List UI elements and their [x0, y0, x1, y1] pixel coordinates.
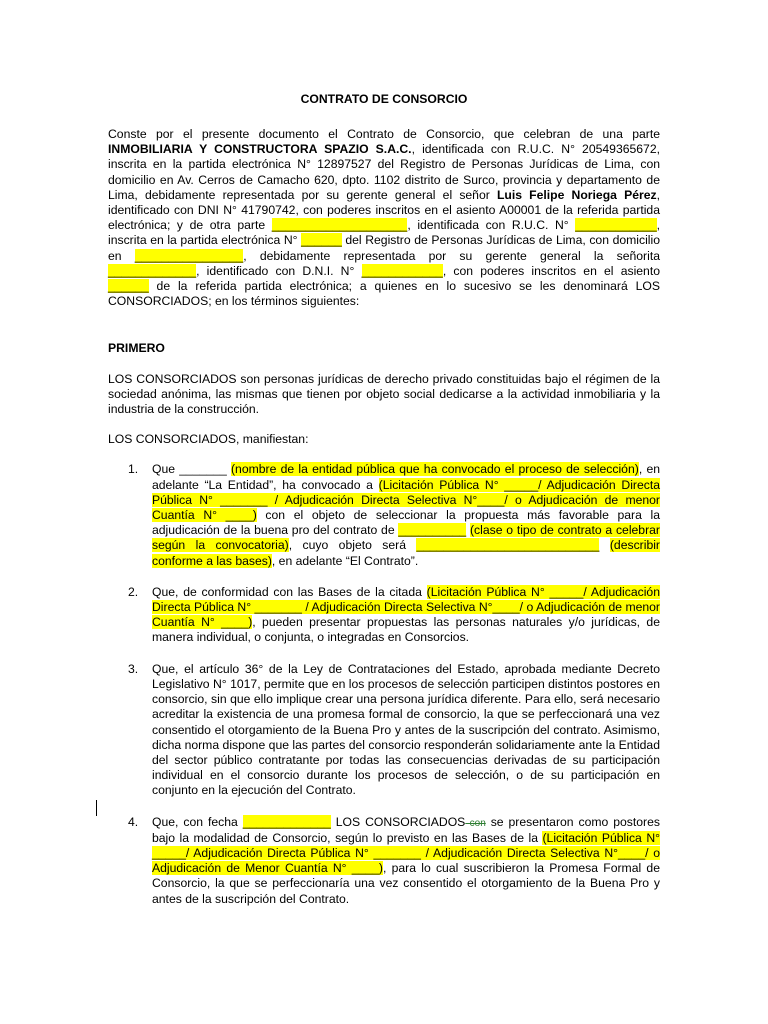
- item-text: LOS CONSORCIADOS: [330, 814, 466, 829]
- deleted-text: con: [465, 817, 486, 829]
- highlighted-text: (describir conforme a las bases): [152, 538, 660, 568]
- section-paragraph: LOS CONSORCIADOS son personas jurídicas de derecho privado constituidas bajo el régimen de la sociedad anónima, las mismas que tienen por objeto social dedicarse a la actividad inmobiliaria y la industria de la construcción.: [108, 371, 660, 417]
- highlighted-text: (clase o tipo de contrato a celebrar según la convocatoria): [152, 523, 660, 553]
- highlighted-text: (Licitación Pública N° _____/ Adjudicación Directa Pública N° _______ / Adjudicación Directa Selectiva N°____/ o Adjudicación de menor Cuantía N° ____): [152, 584, 660, 630]
- intro-text: , debidamente representada por su gerente general la señorita: [243, 248, 660, 263]
- intro-text: , inscrita en la partida electrónica N°: [108, 218, 660, 248]
- intro-text: del Registro de Personas Jurídicas de Lima, con domicilio en: [108, 233, 660, 263]
- highlighted-text: (nombre de la entidad pública que ha convocado el proceso de selección): [230, 462, 639, 477]
- intro-text: , identificado con DNI N° 41790742, con poderes inscritos en el asiento A00001 de la referida partida electrónica; y de otra parte: [108, 187, 660, 233]
- item-text: Que, con fecha: [152, 814, 243, 829]
- blank-field: ______: [108, 279, 149, 294]
- item-text: Que, de conformidad con las Bases de la citada: [152, 584, 427, 599]
- blank-field: ____________: [361, 263, 443, 278]
- intro-text: Conste por el presente documento el Contrato de Consorcio, que celebran de una parte: [108, 127, 660, 141]
- intro-text: , identificada con R.U.C. N°: [407, 218, 576, 233]
- item-text: , cuyo objeto será: [288, 538, 417, 553]
- item-text: con el objeto de seleccionar la propuesta más favorable para la adjudicación de la buena pro del contrato de: [152, 508, 660, 538]
- intro-text: de la referida partida electrónica; a quienes en lo sucesivo se les denominará LOS CONSORCIADOS; en los términos siguientes:: [108, 279, 660, 309]
- intro-text: , con poderes inscritos en el asiento: [442, 263, 660, 278]
- section-paragraph: LOS CONSORCIADOS, manifiestan:: [108, 432, 309, 447]
- list-number: 3.: [128, 661, 139, 676]
- list-number: 4.: [128, 814, 139, 829]
- document-page: [108, 92, 660, 923]
- list-item: [108, 585, 660, 646]
- section-title-primero: PRIMERO: [108, 341, 165, 356]
- blank-field: ____________________: [271, 218, 408, 233]
- blank-field: ___________________________: [416, 538, 600, 553]
- item-text: se presentaron como postores bajo la modalidad de Consorcio, según lo previsto en las Bases de la: [152, 814, 660, 845]
- item-text: , en adelante “El Contrato”.: [271, 553, 419, 568]
- intro-paragraph: [108, 127, 660, 309]
- item-text: , pueden presentar propuestas las personas naturales y/o jurídicas, de manera individual, o conjunta, o integradas en Consorcios.: [152, 615, 660, 645]
- list-number: 2.: [128, 584, 139, 599]
- intro-text: , identificado con D.N.I. N°: [196, 263, 362, 278]
- document-title: CONTRATO DE CONSORCIO: [300, 92, 468, 106]
- text-cursor: [96, 800, 97, 816]
- blank-field: ____________: [575, 218, 657, 233]
- company-name: INMOBILIARIA Y CONSTRUCTORA SPAZIO S.A.C.: [108, 142, 412, 157]
- item-text: Que _______: [152, 462, 231, 477]
- blank-field: _____________: [108, 263, 197, 278]
- blank-field: ________________: [134, 248, 244, 263]
- list-item: [108, 462, 660, 568]
- item-text: [599, 538, 609, 552]
- numbered-list: [108, 462, 660, 906]
- manager-name: Luis Felipe Noriega Pérez: [496, 187, 657, 202]
- item-text: Que, el artículo 36° de la Ley de Contrataciones del Estado, aprobada mediante Decreto Legislativo N° 1017, permite que en los procesos de selección participen distintos postores en consorcio, sin que ello implique crear una persona jurídica diferente. Para ello, será necesario acreditar la existencia de una promesa formal de consorcio, la que se perfeccionará una vez consentido el otorgamiento de la Buena Pro y antes de la suscripción del contrato. Asimismo, dicha norma dispone que las partes del consorcio responderán solidariamente ante la Entidad del sector público contratante por todas las consecuencias derivadas de su participación individual en el consorcio durante los procesos de selección, o de su participación en conjunto en la ejecución del Contrato.: [152, 661, 660, 798]
- item-text: , en adelante “La Entidad”, ha convocado a: [152, 462, 660, 492]
- highlighted-text: (Licitación Pública N° _____/ Adjudicación Directa Pública N° _______ / Adjudicación Directa Selectiva N°____/ o Adjudicación de Menor Cuantía N° ____): [152, 830, 660, 876]
- highlighted-text: (Licitación Pública N° _____/ Adjudicación Directa Pública N° _______ / Adjudicación Directa Selectiva N°____/ o Adjudicación de menor Cuantía N° ____): [152, 477, 660, 523]
- blank-field: ______: [301, 233, 342, 248]
- blank-field: __________: [398, 523, 467, 538]
- list-number: 1.: [128, 462, 139, 477]
- list-item: [108, 662, 660, 799]
- intro-text: , identificada con R.U.C. N° 20549365672, inscrita en la partida electrónica N° 12897527 del Registro de Personas Jurídicas de Lima, con domicilio en Av. Cerros de Camacho 620, dpto. 1102 distrito de Surco, provincia y departamento de Lima, debidamente representada por su gerente general el señor: [108, 142, 660, 202]
- list-item: [108, 815, 660, 907]
- blank-field: _____________: [242, 814, 331, 829]
- item-text: , para lo cual suscribieron la Promesa Formal de Consorcio, la que se perfeccionaría una vez consentido el otorgamiento de la Buena Pro y antes de la suscripción del Contrato.: [152, 861, 660, 906]
